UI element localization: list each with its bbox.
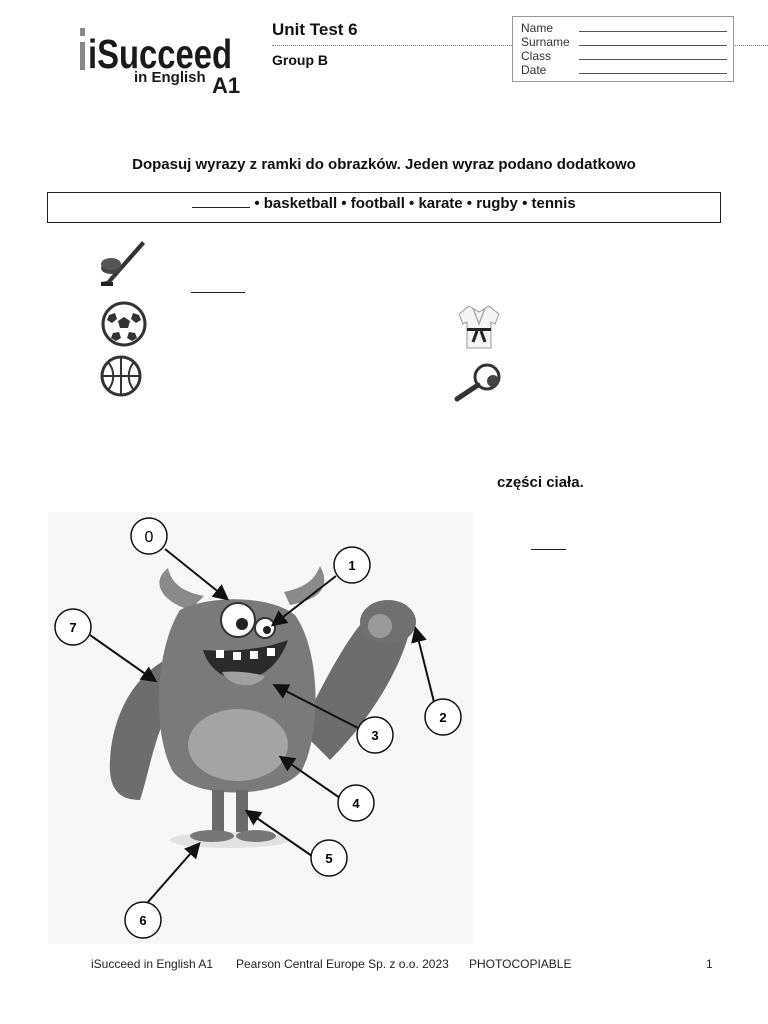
exercise2-instruction: części ciała. [497,474,584,491]
monster-palm [368,614,392,638]
group-label: Group B [272,52,328,68]
callout-2 [425,699,461,735]
callout-4 [338,785,374,821]
callout-7 [55,609,91,645]
callout-6 [125,902,161,938]
logo-level: A1 [212,73,241,96]
footer-page-number: 1 [706,957,713,971]
callout-6-label: 6 [139,913,147,928]
footer-photocopiable: PHOTOCOPIABLE [469,957,572,971]
callout-3-label: 3 [371,728,379,743]
monster-belly [188,709,288,781]
word-box-words: • basketball • football • karate • rugby • tennis [254,195,576,212]
monster-left-foot [190,830,234,842]
monster-left-leg [212,790,224,832]
callout-5 [311,840,347,876]
callout-7-label: 7 [69,620,77,635]
callout-5-label: 5 [325,851,333,866]
logo-subtitle: in English [134,69,206,86]
info-label-name: Name [521,21,554,35]
callout-1 [334,547,370,583]
callout-1-label: 1 [348,558,356,573]
exercise1-instruction: Dopasuj wyrazy z ramki do obrazków. Jeden wyraz podano dodatkowo [132,156,636,173]
callout-4-label: 4 [352,796,360,811]
monster-right-leg [236,790,248,832]
info-label-surname: Surname [521,35,570,49]
callout-3 [357,717,393,753]
monster-right-horn [284,566,324,605]
info-label-date: Date [521,63,547,77]
footer-copyright: Pearson Central Europe Sp. z o.o. 2023 [236,957,449,971]
monster-right-foot [236,830,276,842]
logo-title: iSucceed [88,31,232,77]
unit-title: Unit Test 6 [272,20,358,39]
callout-0-label: 0 [144,529,154,546]
footer-title: iSucceed in English A1 [91,957,214,971]
callout-0 [131,518,167,554]
info-label-class: Class [521,49,552,63]
callout-2-label: 2 [439,710,447,725]
